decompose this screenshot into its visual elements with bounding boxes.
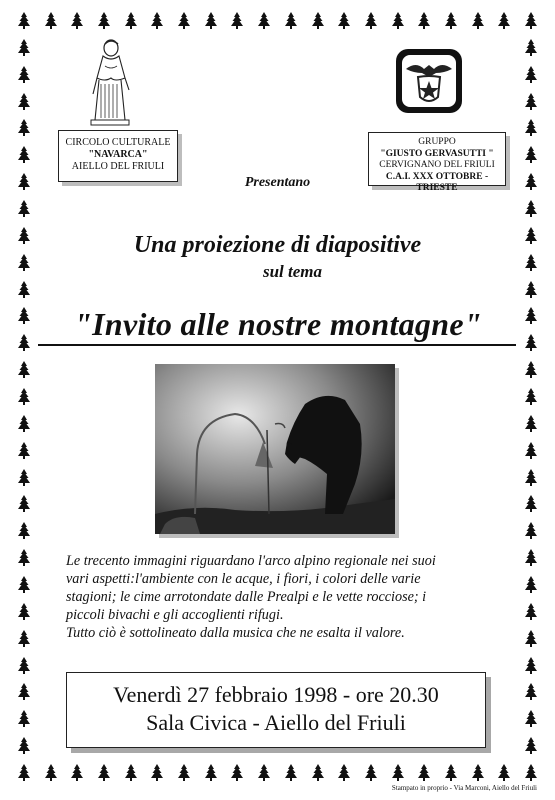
pine-tree-icon: [392, 764, 404, 781]
pine-tree-icon: [18, 281, 30, 298]
pine-tree-icon: [205, 12, 217, 29]
pine-tree-icon: [258, 12, 270, 29]
pine-tree-icon: [525, 415, 537, 432]
right-org-name: "GIUSTO GERVASUTTI ": [380, 148, 494, 159]
pine-tree-icon: [525, 442, 537, 459]
pine-tree-icon: [525, 469, 537, 486]
pine-tree-icon: [525, 576, 537, 593]
pine-tree-icon: [18, 39, 30, 56]
pine-tree-icon: [18, 522, 30, 539]
pine-tree-icon: [525, 39, 537, 56]
printing-note: Stampato in proprio - Via Marconi, Aiello del Friuli: [391, 784, 537, 792]
pine-tree-icon: [18, 737, 30, 754]
pine-tree-icon: [525, 710, 537, 727]
pine-tree-icon: [258, 764, 270, 781]
pine-tree-icon: [18, 549, 30, 566]
pine-tree-icon: [18, 603, 30, 620]
left-org-name: "NAVARCA": [88, 149, 148, 160]
subtitle-line1: Una proiezione di diapositive: [133, 232, 422, 258]
right-org-town: CERVIGNANO DEL FRIULI: [379, 160, 495, 170]
subtitle-line2: sul tema: [262, 262, 323, 281]
pine-tree-icon: [365, 12, 377, 29]
pine-tree-icon: [498, 12, 510, 29]
cai-eagle-star-logo: [394, 47, 464, 115]
pine-tree-icon: [18, 764, 30, 781]
left-org-line1: CIRCOLO CULTURALE: [65, 137, 171, 148]
pine-tree-icon: [18, 469, 30, 486]
pine-tree-icon: [71, 764, 83, 781]
pine-tree-icon: [312, 764, 324, 781]
pine-tree-icon: [18, 93, 30, 110]
description-line: Tutto ciò è sottolineato dalla musica che ne esalta il valore.: [66, 625, 405, 641]
pine-tree-icon: [98, 764, 110, 781]
pine-tree-icon: [71, 12, 83, 29]
pine-tree-icon: [445, 764, 457, 781]
pine-tree-icon: [525, 549, 537, 566]
pine-tree-icon: [365, 764, 377, 781]
pine-tree-icon: [45, 12, 57, 29]
presentano-text: Presentano: [244, 175, 311, 190]
pine-tree-icon: [525, 146, 537, 163]
pine-tree-icon: [525, 200, 537, 217]
pine-tree-icon: [392, 12, 404, 29]
event-place: Sala Civica - Aiello del Friuli: [146, 710, 406, 735]
pine-tree-icon: [18, 657, 30, 674]
pine-tree-icon: [18, 146, 30, 163]
pine-tree-icon: [525, 119, 537, 136]
pine-tree-icon: [125, 12, 137, 29]
pine-tree-icon: [151, 764, 163, 781]
pine-tree-icon: [525, 522, 537, 539]
pine-tree-icon: [525, 737, 537, 754]
pine-tree-icon: [18, 388, 30, 405]
pine-tree-icon: [125, 764, 137, 781]
pine-tree-icon: [18, 710, 30, 727]
pine-tree-icon: [18, 495, 30, 512]
pine-tree-icon: [472, 12, 484, 29]
pine-tree-icon: [418, 764, 430, 781]
pine-tree-icon: [285, 764, 297, 781]
description-paragraph: [66, 552, 506, 642]
title-underline: [38, 344, 516, 346]
description-line: vari aspetti:l'ambiente con le acque, i fiori, i colori delle varie: [66, 571, 421, 587]
description-line: stagioni; le cime arrotondate dalle Prealpi e le vette rocciose; i: [66, 589, 427, 605]
pine-tree-icon: [525, 683, 537, 700]
pine-tree-icon: [18, 66, 30, 83]
pine-tree-icon: [525, 603, 537, 620]
pine-tree-icon: [285, 12, 297, 29]
statue-figure-illustration: [85, 38, 135, 126]
pine-tree-icon: [525, 281, 537, 298]
pine-tree-icon: [178, 764, 190, 781]
pine-tree-icon: [312, 12, 324, 29]
pine-tree-icon: [18, 12, 30, 29]
mountain-photo: [155, 364, 395, 534]
left-org-town: AIELLO DEL FRIULI: [71, 161, 165, 172]
pine-tree-icon: [205, 764, 217, 781]
pine-tree-icon: [525, 495, 537, 512]
pine-tree-icon: [18, 576, 30, 593]
pine-tree-icon: [525, 630, 537, 647]
pine-tree-icon: [525, 361, 537, 378]
pine-tree-icon: [18, 683, 30, 700]
pine-tree-icon: [18, 630, 30, 647]
pine-tree-icon: [498, 764, 510, 781]
pine-tree-icon: [178, 12, 190, 29]
pine-tree-icon: [525, 657, 537, 674]
pine-tree-icon: [151, 12, 163, 29]
pine-tree-icon: [18, 200, 30, 217]
pine-tree-icon: [472, 764, 484, 781]
main-title: "Invito alle nostre montagne": [74, 306, 482, 342]
right-org-section: C.A.I. XXX OTTOBRE -TRIESTE: [385, 171, 489, 193]
pine-tree-icon: [418, 12, 430, 29]
event-date: Venerdì 27 febbraio 1998 - ore 20.30: [113, 682, 439, 707]
pine-tree-icon: [18, 361, 30, 378]
pine-tree-icon: [231, 12, 243, 29]
pine-tree-icon: [18, 442, 30, 459]
pine-tree-icon: [525, 388, 537, 405]
event-info-box: [66, 672, 486, 748]
right-org-line1: GRUPPO: [418, 137, 456, 147]
description-line: Le trecento immagini riguardano l'arco alpino regionale nei suoi: [66, 553, 436, 569]
pine-tree-icon: [338, 12, 350, 29]
pine-tree-icon: [338, 764, 350, 781]
pine-tree-icon: [525, 764, 537, 781]
pine-tree-icon: [445, 12, 457, 29]
pine-tree-icon: [18, 119, 30, 136]
pine-tree-icon: [525, 66, 537, 83]
pine-tree-icon: [98, 12, 110, 29]
pine-tree-icon: [231, 764, 243, 781]
pine-tree-icon: [45, 764, 57, 781]
pine-tree-icon: [18, 415, 30, 432]
pine-tree-icon: [525, 12, 537, 29]
description-line: piccoli bivachi e gli accoglienti rifugi.: [66, 607, 284, 623]
pine-tree-icon: [525, 93, 537, 110]
